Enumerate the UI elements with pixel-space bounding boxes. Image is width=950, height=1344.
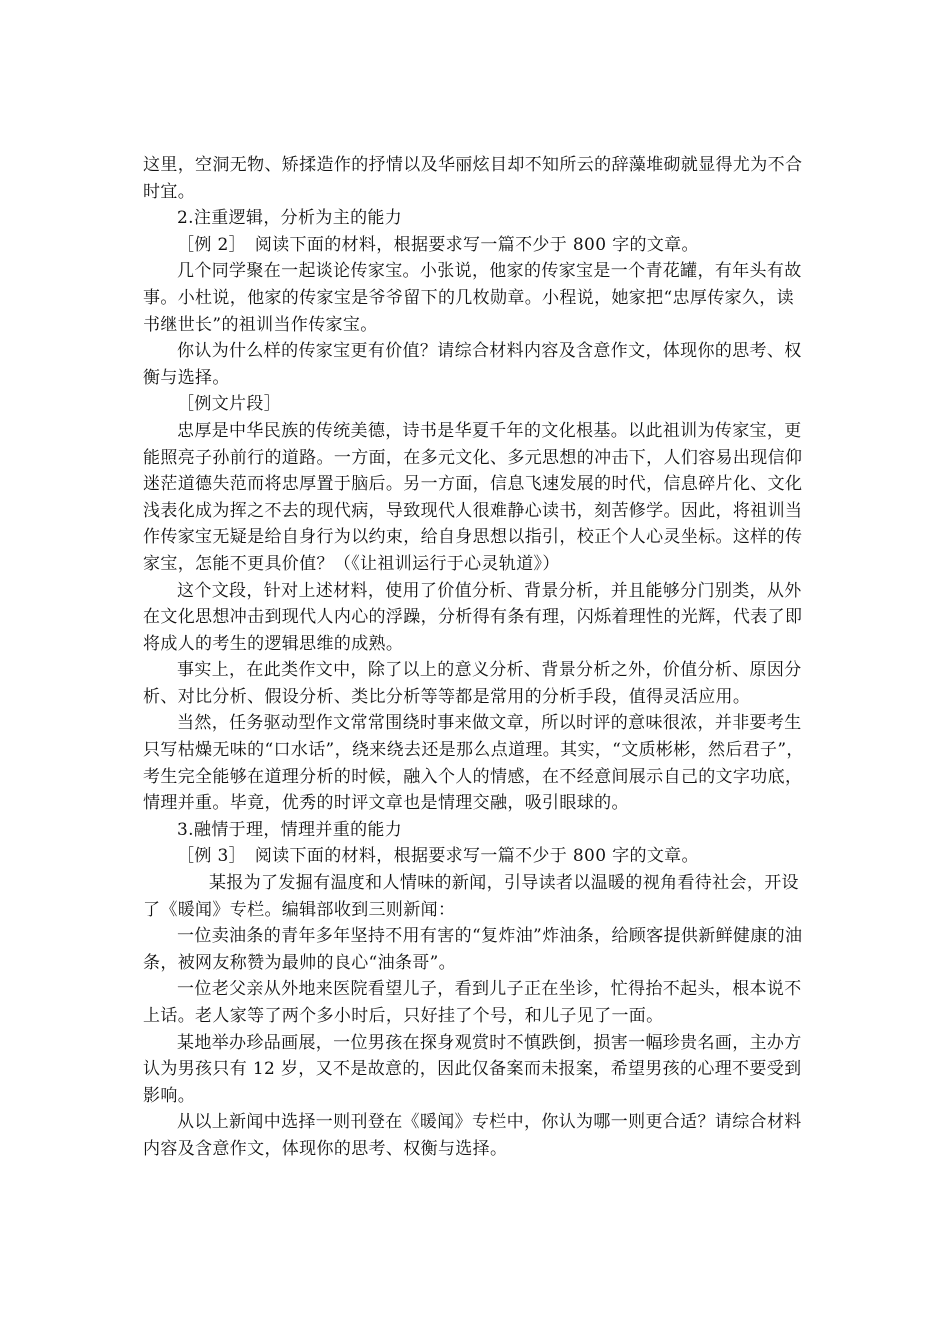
example-3-question: 从以上新闻中选择一则刊登在《暖闻》专栏中，你认为哪一则更合适？请综合材料内容及含意作文，体现你的思考、权衡与选择。 [143, 1112, 802, 1159]
sample-essay-excerpt: 忠厚是中华民族的传统美德，诗书是华夏千年的文化根基。以此祖训为传家宝，更能照亮子孙前行的道路。一方面，在多元文化、多元思想的冲击下，人们容易出现信仰迷茫道德失范而将忠厚置于脑后。另一方面，信息飞速发展的时代，信息碎片化、文化浅表化成为挥之不去的现代病，导致现代人很难静心读书，刻苦修学。因此，将祖训当作传家宝无疑是给自身行为以约束，给自身思想以指引，校正个人心灵坐标。这样的传家宝，怎能不更具价值？（《让祖训运行于心灵轨道》） [143, 420, 803, 574]
example-3-prompt: ［例 3］ 阅读下面的材料，根据要求写一篇不少于 800 字的文章。 [177, 846, 699, 867]
example-3-intro: 某报为了发掘有温度和人情味的新闻，引导读者以温暖的视角看待社会，开设了《暖闻》专栏。编辑部收到三则新闻： [143, 873, 799, 920]
section-heading-3: 3.融情于理，情理并重的能力 [177, 819, 403, 840]
example-2-prompt: ［例 2］ 阅读下面的材料，根据要求写一篇不少于 800 字的文章。 [177, 234, 699, 255]
document-body [143, 152, 809, 1163]
news-item-1: 一位卖油条的青年多年坚持不用有害的“复炸油”炸油条，给顾客提供新鲜健康的油条，被网友称赞为最帅的良心“油条哥”。 [143, 926, 803, 973]
section-heading-2: 2.注重逻辑，分析为主的能力 [177, 208, 403, 229]
analysis-methods-paragraph: 事实上，在此类作文中，除了以上的意义分析、背景分析之外，价值分析、原因分析、对比分析、假设分析、类比分析等等都是常用的分析手段，值得灵活应用。 [143, 660, 802, 707]
sample-essay-label: ［例文片段］ [177, 394, 282, 415]
excerpt-analysis: 这个文段，针对上述材料，使用了价值分析、背景分析，并且能够分门别类，从外在文化思想冲击到现代人内心的浮躁，分析得有条有理，闪烁着理性的光辉，代表了即将成人的考生的逻辑思维的成熟。 [143, 580, 803, 654]
commentary-paragraph: 当然，任务驱动型作文常常围绕时事来做文章，所以时评的意味很浓，并非要考生只写枯燥无味的“口水话”，绕来绕去还是那么点道理。其实，“文质彬彬，然后君子”，考生完全能够在道理分析的时候，融入个人的情感，在不经意间展示自己的文字功底，情理并重。毕竟，优秀的时评文章也是情理交融，吸引眼球的。 [143, 713, 804, 814]
news-item-2: 一位老父亲从外地来医院看望儿子，看到儿子正在坐诊，忙得抬不起头，根本说不上话。老人家等了两个多小时后，只好挂了个号，和儿子见了一面。 [143, 979, 802, 1026]
news-item-3: 某地举办珍品画展，一位男孩在探身观赏时不慎跌倒，损害一幅珍贵名画，主办方认为男孩只有 12 岁，又不是故意的，因此仅备案而未报案，希望男孩的心理不要受到影响。 [143, 1032, 802, 1106]
example-2-question: 你认为什么样的传家宝更有价值？请综合材料内容及含意作文，体现你的思考、权衡与选择。 [143, 341, 802, 388]
paragraph-continuation: 这里，空洞无物、矫揉造作的抒情以及华丽炫目却不知所云的辞藻堆砌就显得尤为不合时宜。 [143, 155, 803, 202]
example-2-material: 几个同学聚在一起谈论传家宝。小张说，他家的传家宝是一个青花罐，有年头有故事。小杜说，他家的传家宝是爷爷留下的几枚勋章。小程说，她家把“忠厚传家久，读书继世长”的祖训当作传家宝。 [143, 261, 802, 335]
